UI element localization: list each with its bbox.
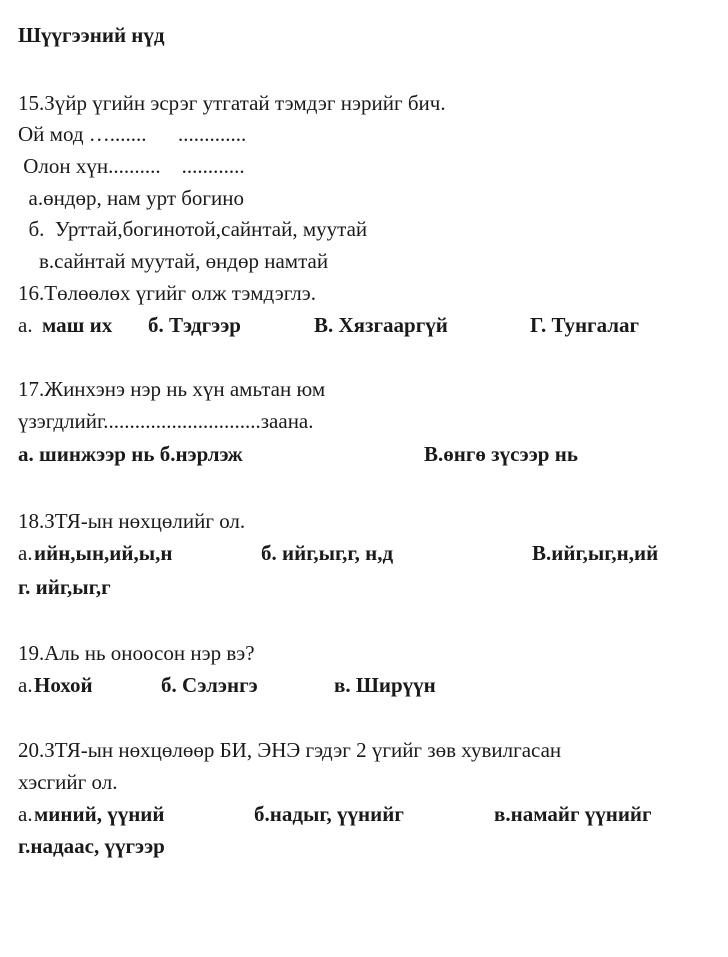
q15-option-a: а.өндөр, нам урт богино bbox=[18, 186, 245, 210]
q18-option-b: б. ийг,ыг,г, н,д bbox=[261, 541, 394, 565]
q15-line2: Олон хүн.......... ............ bbox=[18, 154, 245, 178]
q18-option-g: г. ийг,ыг,г bbox=[18, 575, 111, 599]
q19-option-a-prefix: а. bbox=[18, 673, 33, 697]
q15-option-v: в.сайнтай муутай, өндөр намтай bbox=[18, 249, 329, 273]
q19-option-v: в. Ширүүн bbox=[334, 673, 436, 697]
q17-question-line1: 17.Жинхэнэ нэр нь хүн амьтан юм bbox=[18, 377, 326, 401]
q18-option-a: ийн,ын,ий,ы,н bbox=[34, 541, 173, 565]
q18-question: 18.ЗТЯ-ын нөхцөлийг ол. bbox=[18, 509, 246, 533]
q19-question: 19.Аль нь оноосон нэр вэ? bbox=[18, 641, 255, 665]
q20-option-g: г.надаас, үүгээр bbox=[18, 834, 165, 858]
q19-option-a: Нохой bbox=[34, 673, 93, 697]
q15-line1: Ой мод …....... ............. bbox=[18, 122, 247, 146]
q16-option-a: маш их bbox=[42, 313, 113, 337]
q16-option-a-prefix: а. bbox=[18, 313, 38, 337]
q20-option-v: в.намайг үүнийг bbox=[494, 802, 652, 826]
q18-option-a-prefix: а. bbox=[18, 541, 33, 565]
q18-option-v: В.ийг,ыг,н,ий bbox=[532, 541, 659, 565]
q17-question-line2: үзэгдлийг..............................заана. bbox=[18, 409, 314, 433]
q16-option-v: В. Хязгааргүй bbox=[314, 313, 448, 337]
q19-option-b: б. Сэлэнгэ bbox=[161, 673, 258, 697]
q15-question: 15.Зүйр үгийн эсрэг утгатай тэмдэг нэрийг бич. bbox=[18, 91, 446, 115]
q20-options bbox=[18, 801, 718, 957]
q15-option-b: б. Урттай,богинотой,сайнтай, муутай bbox=[18, 217, 368, 241]
q17-option-a: а. шинжээр нь б.нэрлэж bbox=[18, 442, 243, 466]
page-title: Шүүгээний нүд bbox=[18, 23, 165, 47]
q16-option-b: б. Тэдгээр bbox=[148, 313, 241, 337]
q20-option-a: миний, үүний bbox=[34, 802, 165, 826]
q17-option-v: В.өнгө зүсээр нь bbox=[424, 442, 578, 466]
q20-question-line2: хэсгийг ол. bbox=[18, 770, 118, 794]
q20-option-b: б.надыг, үүнийг bbox=[254, 802, 404, 826]
q20-question-line1: 20.ЗТЯ-ын нөхцөлөөр БИ, ЭНЭ гэдэг 2 үгийг зөв хувилгасан bbox=[18, 738, 562, 762]
q16-option-g: Г. Тунгалаг bbox=[530, 313, 640, 337]
q16-question: 16.Төлөөлөх үгийг олж тэмдэглэ. bbox=[18, 281, 317, 305]
q20-option-a-prefix: а. bbox=[18, 802, 33, 826]
